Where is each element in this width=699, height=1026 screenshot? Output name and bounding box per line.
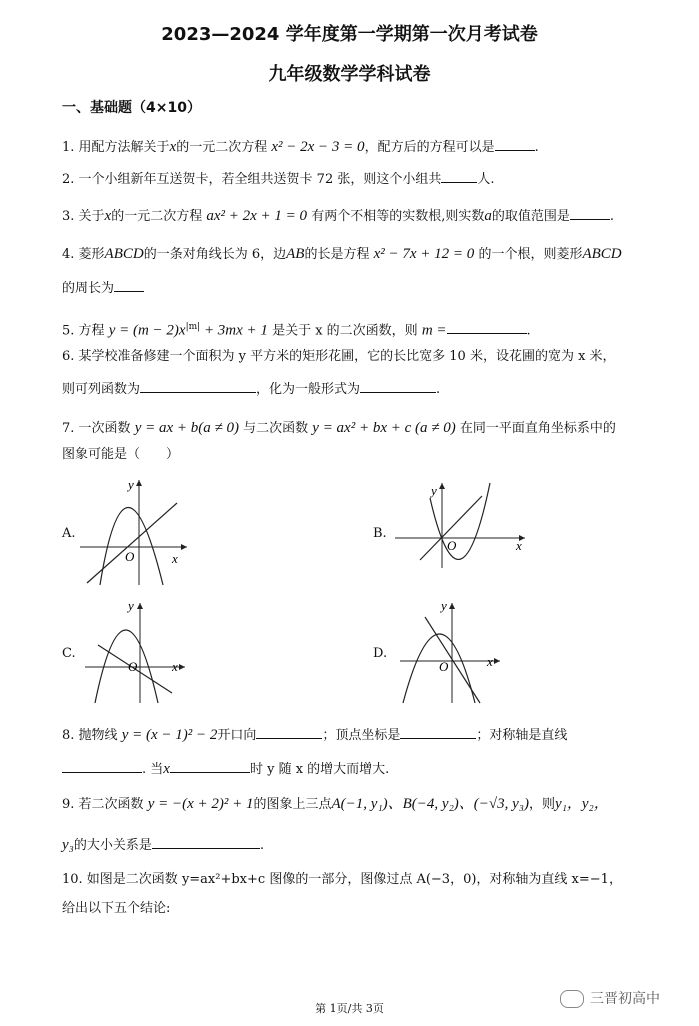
c-x-label: x <box>172 659 178 674</box>
q2-text: 2. 一个小组新年互送贺卡，若全组共送贺卡 72 张，则这个小组共 <box>62 172 442 187</box>
q4-text-d: 的一个根，则菱形 <box>478 247 583 262</box>
q6-answer-blank-2[interactable] <box>360 378 436 393</box>
q5-exponent: |m| <box>185 322 201 332</box>
q3-prefix: 3. 关于 <box>62 209 105 224</box>
q3-end: 的取值范围是 <box>491 209 570 224</box>
q9-mid: 的图象上三点 <box>253 797 332 812</box>
q8-answer-blank-1[interactable] <box>256 724 322 739</box>
q9-y3: y₃ <box>62 837 74 853</box>
q5-m: m = <box>421 322 447 339</box>
q1-suffix: ，配方后的方程可以是 <box>364 140 495 155</box>
q2-end: 人. <box>477 172 495 187</box>
question-7-line-2 <box>62 446 179 464</box>
q8-text-b: ；顶点坐标是 <box>322 728 401 743</box>
d-x-label: x <box>487 654 493 669</box>
exam-subtitle: 九年级数学学科试卷 <box>268 64 431 85</box>
watermark-text: 三晋初高中 <box>590 991 660 1007</box>
question-1 <box>62 136 539 157</box>
q9-equation: y = −(x + 2)² + 1 <box>147 796 254 812</box>
q6-line2a: 则可列函数为 <box>62 382 141 397</box>
q8-text-f: y 随 x 的增大而增大. <box>267 762 390 777</box>
question-10-line-2 <box>62 900 170 918</box>
d-y-label: y <box>441 598 447 613</box>
c-y-arrow <box>137 603 143 609</box>
q4-equation: x² − 7x + 12 = 0 <box>373 246 475 262</box>
question-6 <box>62 348 616 366</box>
question-9 <box>62 795 609 814</box>
q4-text-a: 4. 菱形 <box>62 247 105 262</box>
q8-var-x: x <box>163 761 170 777</box>
q4-ab: AB <box>286 246 305 262</box>
q8-answer-blank-3[interactable] <box>62 758 142 773</box>
a-x-label: x <box>172 551 178 566</box>
q8-prefix: 8. 抛物线 <box>62 728 118 743</box>
q10-line2: 给出以下五个结论: <box>62 901 171 916</box>
q7-line2: 图象可能是（ ） <box>62 447 180 462</box>
q9-points: A(−1, y₁)、B(−4, y₂)、(−√3, y₃) <box>331 796 530 812</box>
q3-answer-blank[interactable] <box>570 205 610 220</box>
q6-line1: 6. 某学校准备修建一个面积为 y 平方米的矩形花圃，它的长比宽多 10 米，设花圃的宽为 x 米， <box>62 349 616 364</box>
b-y-label: y <box>431 483 437 498</box>
a-y-arrow <box>136 480 142 486</box>
option-a-graph[interactable] <box>75 475 190 587</box>
q7-mid: 与二次函数 <box>243 421 309 436</box>
q6-end: . <box>436 382 441 397</box>
q2-answer-blank[interactable] <box>441 168 477 183</box>
a-parabola <box>100 508 163 586</box>
question-3 <box>62 205 614 226</box>
question-9-line-2 <box>62 834 264 855</box>
q4-text-b: 的一条对角线长为 6，边 <box>143 247 287 262</box>
q8-text-a: 开口向 <box>217 728 257 743</box>
q9-suffix: ，则 <box>529 797 556 812</box>
q6-line2b: ，化为一般形式为 <box>256 382 361 397</box>
q3-suffix: 有两个不相等的实数根,则实数 <box>311 209 485 224</box>
question-4 <box>62 245 622 264</box>
q5-end: . <box>526 323 531 339</box>
q4-abcd: ABCD <box>104 246 144 262</box>
q9-prefix: 9. 若二次函数 <box>62 797 144 812</box>
q5-prefix: 5. 方程 <box>62 323 105 339</box>
wechat-icon <box>560 990 584 1008</box>
q5-equation-tail: + 3mx + 1 <box>200 322 268 339</box>
q1-mid: 的一元二次方程 <box>176 140 268 155</box>
question-4-line-2 <box>62 277 144 298</box>
c-origin-label: O <box>128 659 138 674</box>
a-line <box>87 503 177 583</box>
q1-prefix: 1. 用配方法解关于 <box>62 140 170 155</box>
option-d-label[interactable]: D. <box>373 646 388 661</box>
c-x-arrow <box>179 664 185 670</box>
b-origin-label: O <box>447 538 457 553</box>
q1-answer-blank[interactable] <box>495 136 535 151</box>
q5-equation: y = (m − 2)x <box>108 322 186 339</box>
q8-text-e: 时 <box>249 762 263 777</box>
question-8 <box>62 724 567 745</box>
d-x-arrow <box>494 658 500 664</box>
q7-prefix: 7. 一次函数 <box>62 421 131 436</box>
q9-answer-blank[interactable] <box>152 834 260 849</box>
option-c-label[interactable]: C. <box>62 646 76 661</box>
q9-ys: y₁，y₂， <box>555 796 609 812</box>
q4-abcd-2: ABCD <box>582 246 622 262</box>
q8-text-d: . 当 <box>142 762 164 777</box>
question-8-line-2 <box>62 758 389 779</box>
q3-var: x <box>104 208 112 224</box>
exam-title: 2023—2024 学年度第一学期第一次月考试卷 <box>161 24 538 45</box>
question-10 <box>62 871 622 889</box>
q8-text-c: ；对称轴是直线 <box>476 728 568 743</box>
q8-equation: y = (x − 1)² − 2 <box>121 727 218 743</box>
option-c-graph[interactable] <box>80 595 190 705</box>
q6-answer-blank-1[interactable] <box>140 378 256 393</box>
question-6-line-2 <box>62 378 440 399</box>
a-origin-label: O <box>125 549 135 564</box>
section-heading: 一、基础题（4×10） <box>62 100 201 116</box>
q10-line1: 10. 如图是二次函数 y=ax²+bx+c 图像的一部分，图像过点 A(−3，0)，对称轴为直线 x=−1， <box>62 872 622 887</box>
a-x-arrow <box>181 544 187 550</box>
q8-answer-blank-2[interactable] <box>400 724 476 739</box>
q1-equation: x² − 2x − 3 = 0 <box>271 139 365 155</box>
q7-suffix: 在同一平面直角坐标系中的 <box>459 421 616 436</box>
q1-var: x <box>169 139 177 155</box>
q3-mid: 的一元二次方程 <box>111 209 203 224</box>
q4-answer-blank[interactable] <box>114 277 144 292</box>
q7-quadratic-eq: y = ax² + bx + c (a ≠ 0) <box>312 420 456 436</box>
question-2 <box>62 168 494 189</box>
question-5 <box>62 318 531 340</box>
q4-text-c: 的长是方程 <box>304 247 370 262</box>
q3-var-a: a <box>484 208 492 224</box>
q9-end: . <box>259 838 265 853</box>
q8-answer-blank-4[interactable] <box>170 758 250 773</box>
option-a-label[interactable]: A. <box>62 526 76 541</box>
option-b-label[interactable]: B. <box>373 526 387 541</box>
b-parabola <box>430 483 490 559</box>
q3-dot: . <box>609 209 614 224</box>
q5-answer-blank[interactable] <box>447 319 527 334</box>
b-y-arrow <box>439 483 445 489</box>
q7-linear-eq: y = ax + b(a ≠ 0) <box>134 420 239 436</box>
page-footer: 第 1页/共 3页 <box>315 1002 384 1015</box>
d-origin-label: O <box>439 659 449 674</box>
option-b-graph[interactable] <box>390 478 530 570</box>
q4-line2: 的周长为 <box>62 281 115 296</box>
q9-line2b: 的大小关系是 <box>73 838 152 853</box>
q3-equation: ax² + 2x + 1 = 0 <box>206 208 308 224</box>
option-d-graph[interactable] <box>395 595 505 705</box>
c-y-label: y <box>128 598 134 613</box>
question-7 <box>62 419 616 438</box>
q5-mid: 是关于 x 的二次函数，则 <box>272 323 418 339</box>
q1-end: . <box>534 140 539 155</box>
a-y-label: y <box>128 477 134 492</box>
b-x-label: x <box>516 538 522 553</box>
watermark <box>560 988 660 1008</box>
d-y-arrow <box>449 603 455 609</box>
